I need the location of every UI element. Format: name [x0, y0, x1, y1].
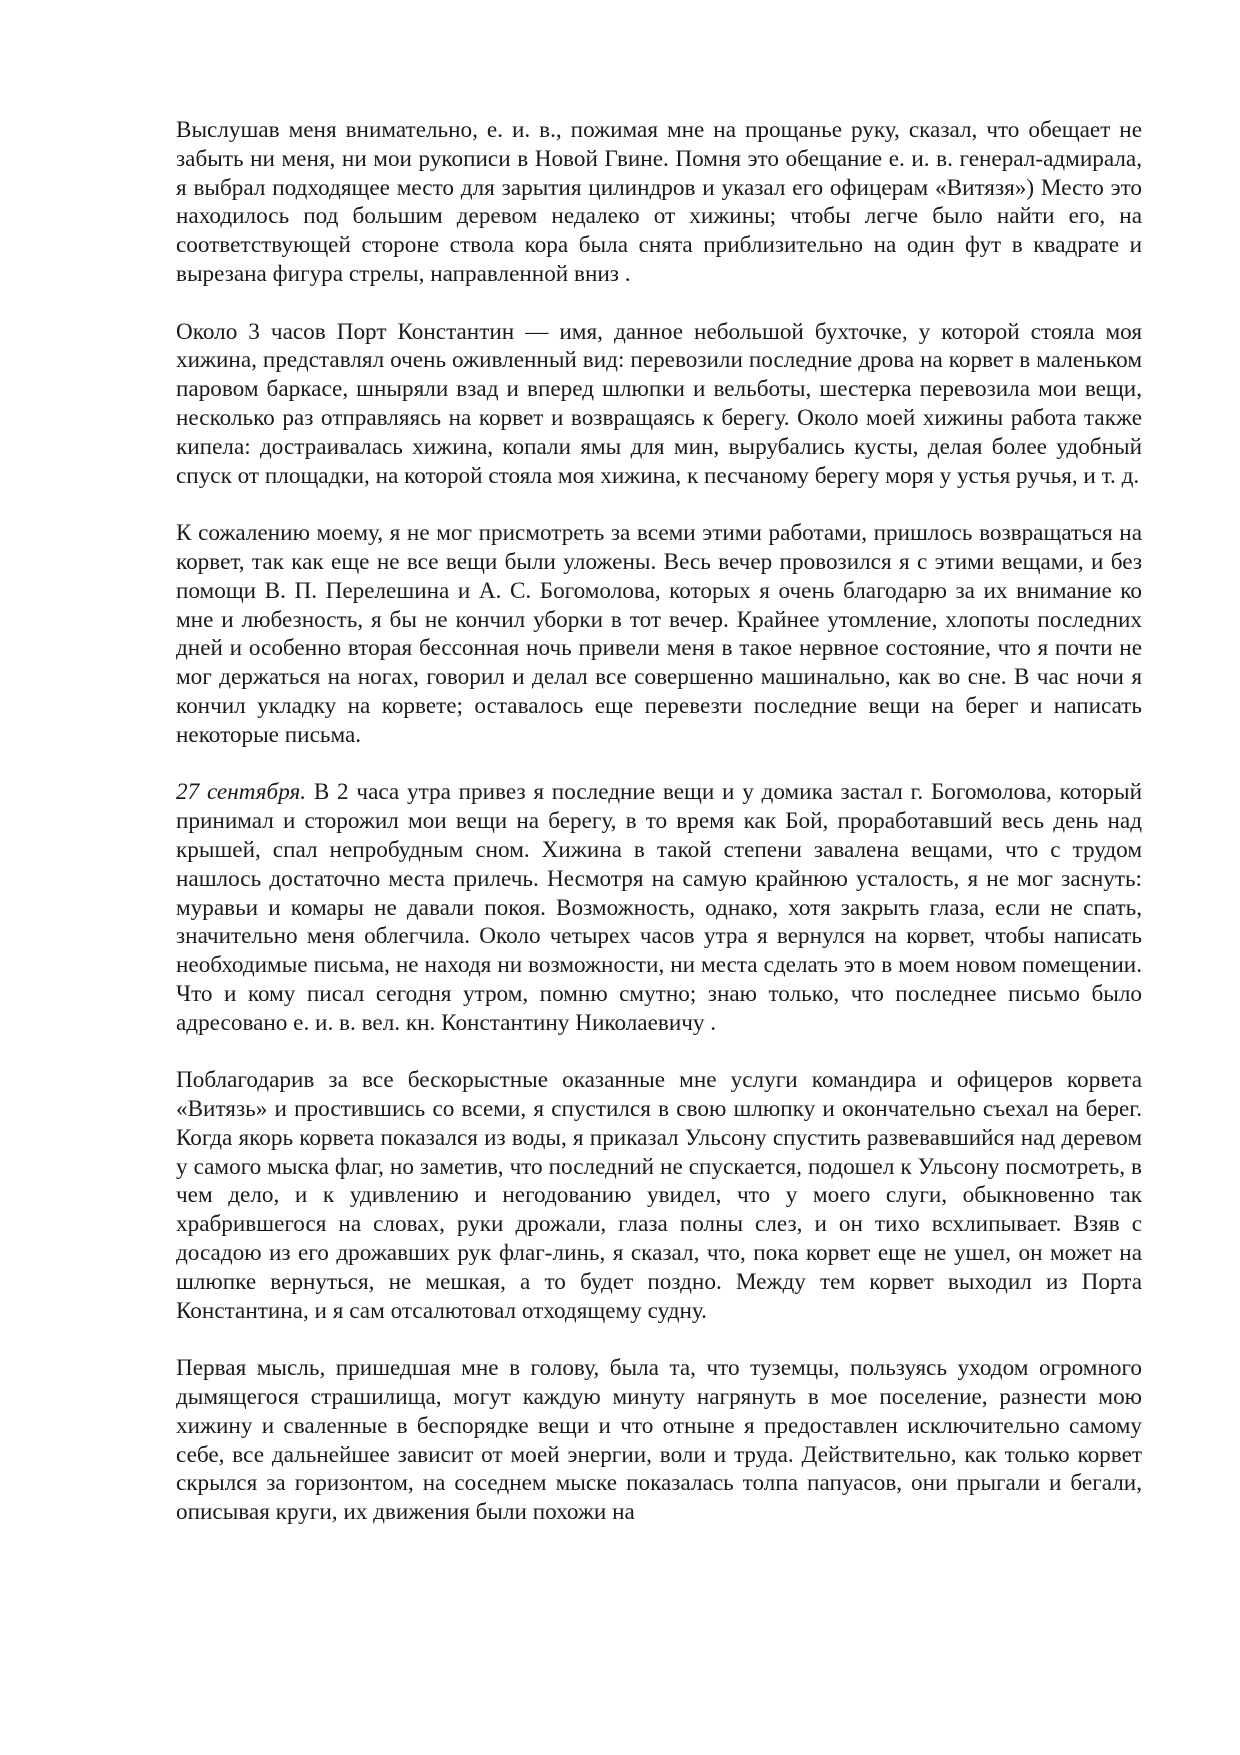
paragraph-2: Около 3 часов Порт Константин — имя, данное небольшой бухточке, у которой стояла моя хижина, представлял очень оживленный вид: перевозили последние дрова на корвет в маленьком паровом баркасе, шныряли взад и вперед шлюпки и вельботы, шестерка перевозила мои вещи, несколько раз отправляясь на корвет и возвращаясь к берегу. Около моей хижины работа также кипела: достраивалась хижина, копали ямы для мин, вырубались кусты, делая более удобный спуск от площадки, на которой стояла моя хижина, к песчаному берегу моря у устья ручья, и т. д. — [176, 318, 1142, 489]
paragraph-5: Поблагодарив за все бескорыстные оказанные мне услуги командира и офицеров корвета «Витязь» и простившись со всеми, я спустился в свою шлюпку и окончательно съехал на берег. Когда якорь корвета показался из воды, я приказал Ульсону спустить развевавшийся над деревом у самого мыска флаг, но заметив, что последний не спускается, подошел к Ульсону посмотреть, в чем дело, и к удивлению и негодованию увидел, что у моего слуги, обыкновенно так храбрившегося на словах, руки дрожали, глаза полны слез, и он тихо всхлипывает. Взяв с досадою из его дрожавших рук флаг-линь, я сказал, что, пока корвет еще не ушел, он может на шлюпке вернуться, не мешкая, а то будет поздно. Между тем корвет выходил из Порта Константина, и я сам отсалютовал отходящему судну. — [176, 1067, 1142, 1324]
paragraph-1: Выслушав меня внимательно, е. и. в., пожимая мне на прощанье руку, сказал, что обещает не забыть ни меня, ни мои рукописи в Новой Гвине. Помня это обещание е. и. в. генерал-адмирала, я выбрал подходящее место для зарытия цилиндров и указал его офицерам «Витязя») Место это находилось под большим деревом недалеко от хижины; чтобы легче было найти его, на соответствующей стороне ствола кора была снята приблизительно на один фут в квадрате и вырезана фигура стрелы, направленной вниз . — [176, 117, 1142, 287]
text-column — [176, 116, 1142, 1527]
date-heading: 27 сентября. — [176, 779, 307, 806]
paragraph-6: Первая мысль, пришедшая мне в голову, была та, что туземцы, пользуясь уходом огромного дымящегося страшилища, могут каждую минуту нагрянуть в мое поселение, разнести мою хижину и сваленные в беспорядке вещи и что отныне я предоставлен исключительно самому себе, все дальнейшее зависит от моей энергии, воли и труда. Действительно, как только корвет скрылся за горизонтом, на соседнем мыске показалась толпа папуасов, они прыгали и бегали, описывая круги, их движения были похожи на — [176, 1355, 1142, 1526]
paragraph-4 — [176, 778, 1142, 1037]
paragraph-4-body: В 2 часа утра привез я последние вещи и у домика застал г. Богомолова, который принимал и сторожил мои вещи на берегу, в то время как Бой, проработавший весь день над крышей, спал непробудным сном. Хижина в такой степени завалена вещами, что с трудом нашлось достаточно места прилечь. Несмотря на самую крайнюю усталость, я не мог заснуть: муравьи и комары не давали покоя. Возможность, однако, хотя закрыть глаза, если не спать, значительно меня облегчила. Около четырех часов утра я вернулся на корвет, чтобы написать необходимые письма, не находя ни возможности, ни места сделать это в моем новом помещении. Что и кому писал сегодня утром, помню смутно; знаю только, что последнее письмо было адресовано е. и. в. вел. кн. Константину Николаевичу . — [176, 779, 1142, 1036]
paragraph-3: К сожалению моему, я не мог присмотреть за всеми этими работами, пришлось возвращаться на корвет, так как еще не все вещи были уложены. Весь вечер провозился я с этими вещами, и без помощи В. П. Перелешина и А. С. Богомолова, которых я очень благодарю за их внимание ко мне и любезность, я бы не кончил уборки в тот вечер. Крайнее утомление, хлопоты последних дней и особенно вторая бессонная ночь привели меня в такое нервное состояние, что я почти не мог держаться на ногах, говорил и делал все совершенно машинально, как во сне. В час ночи я кончил укладку на корвете; оставалось еще перевезти последние вещи на берег и написать некоторые письма. — [176, 520, 1142, 748]
